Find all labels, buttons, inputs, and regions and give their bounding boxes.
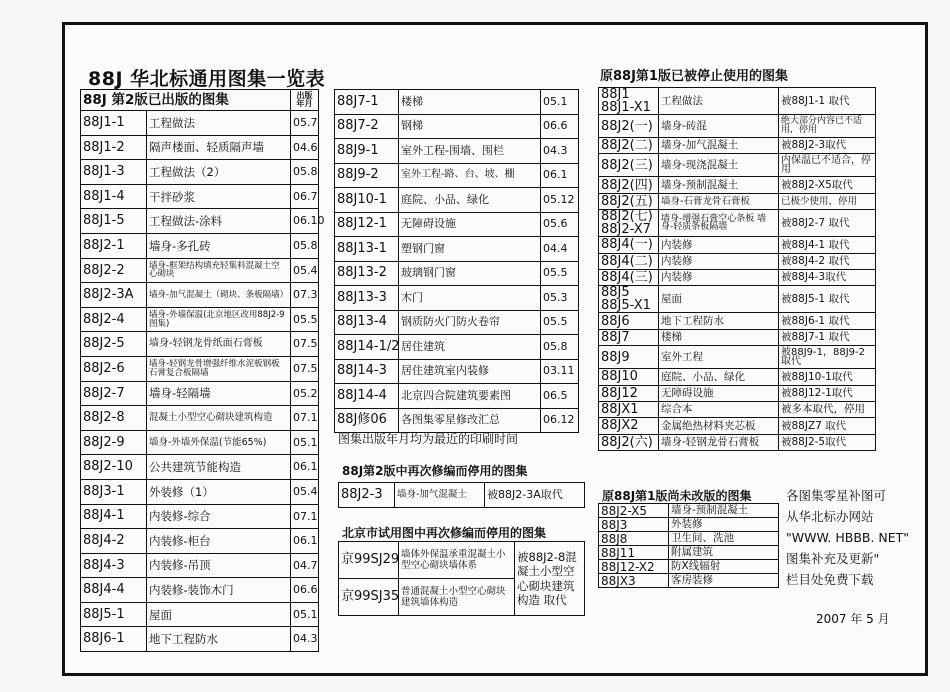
section-heading-v2: 88J 第2版已出版的图集	[81, 90, 291, 111]
publish-date: 04.7	[291, 553, 319, 578]
atlas-name: 钢梯	[399, 114, 541, 139]
page-title: 88J 华北标通用图集一览表	[88, 68, 326, 90]
publish-date: 06.6	[541, 114, 579, 139]
atlas-name: 墙身-现浇混凝土	[659, 154, 779, 177]
atlas-name: 内装修-柜台	[147, 529, 291, 554]
atlas-code: 88J14-4	[335, 384, 399, 409]
table-row	[599, 574, 779, 588]
table-row	[81, 283, 319, 308]
atlas-code: 88J9-2	[335, 163, 399, 188]
atlas-code: 88JX3	[599, 574, 669, 588]
table-row	[599, 313, 876, 329]
atlas-name: 无障碍设施	[659, 385, 779, 401]
table-row	[599, 369, 876, 385]
publish-date: 07.3	[291, 283, 319, 308]
atlas-name: 工程做法	[659, 88, 779, 115]
atlas-code: 88J2-1	[81, 233, 147, 258]
atlas-code: 88J4(一)	[599, 237, 659, 253]
table-row	[81, 602, 319, 627]
publish-date: 05.8	[291, 160, 319, 185]
publish-date: 05.6	[541, 212, 579, 237]
table-row	[599, 346, 876, 369]
table-row	[599, 193, 876, 209]
publish-date: 05.1	[541, 90, 579, 115]
table-row	[335, 310, 579, 335]
table-row	[335, 139, 579, 164]
publish-date: 05.1	[291, 430, 319, 455]
atlas-name: 混凝土小型空心砌块建筑构造	[147, 406, 291, 431]
atlas-code: 88J2(二)	[599, 138, 659, 154]
replacement: 被88JZ7 取代	[779, 418, 876, 434]
atlas-code: 88J1-1	[81, 111, 147, 136]
publish-date: 07.5	[291, 332, 319, 357]
atlas-name: 内装修	[659, 269, 779, 285]
table-row	[339, 483, 585, 508]
atlas-code: 88J1-3	[81, 160, 147, 185]
section-heading-stopped: 原88J第1版已被停止使用的图集	[600, 69, 788, 84]
table-beijing-stopped	[338, 541, 585, 616]
download-note-line: 各图集零星补图可	[786, 488, 887, 503]
atlas-name: 普通混凝土小型空心砌块建筑墙体构造	[399, 579, 515, 616]
atlas-name: 干拌砂浆	[147, 184, 291, 209]
atlas-code: 88J13-3	[335, 286, 399, 311]
publish-date: 04.6	[291, 135, 319, 160]
table-row	[335, 237, 579, 262]
atlas-code: 88J7	[599, 329, 659, 345]
atlas-name: 屋面	[147, 602, 291, 627]
atlas-code: 88J1-5	[81, 209, 147, 234]
atlas-name: 墙身-轻隔墙	[147, 381, 291, 406]
atlas-name: 墙身-轻钢龙骨纸面石膏板	[147, 332, 291, 357]
publish-date: 05.7	[291, 111, 319, 136]
replacement: 内保温已不适合，停用	[779, 154, 876, 177]
table-row	[599, 286, 876, 313]
atlas-code: 88J2-4	[81, 307, 147, 332]
atlas-code: 88J2(四)	[599, 177, 659, 193]
atlas-code: 88J12-X2	[599, 560, 669, 574]
year-month-header: 出版年月	[291, 90, 319, 111]
replacement: 被88J7-1 取代	[779, 329, 876, 345]
atlas-name: 内装修-综合	[147, 504, 291, 529]
table-row	[81, 135, 319, 160]
table-row	[81, 406, 319, 431]
atlas-code: 88J1 88J1-X1	[599, 88, 659, 115]
replacement: 被多本取代，停用	[779, 401, 876, 417]
atlas-code: 88JX2	[599, 418, 659, 434]
table-revised-stopped	[338, 482, 585, 508]
table-row	[599, 434, 876, 450]
atlas-code: 88J5 88J5-X1	[599, 286, 659, 313]
publish-date: 05.3	[541, 286, 579, 311]
table-row	[335, 359, 579, 384]
atlas-name: 居住建筑室内装修	[399, 359, 541, 384]
atlas-name: 内装修	[659, 237, 779, 253]
atlas-name: 墙身-框架结构填充轻集料混凝土空心砌块	[147, 258, 291, 283]
section-heading-beijing: 北京市试用图中再次修编而停用的图集	[342, 526, 547, 540]
atlas-code: 88J9-1	[335, 139, 399, 164]
atlas-code: 88J10-1	[335, 188, 399, 213]
publish-date: 06.7	[291, 184, 319, 209]
table-row	[599, 546, 779, 560]
atlas-name: 内装修-吊顶	[147, 553, 291, 578]
table-row	[599, 385, 876, 401]
publish-date: 07.5	[291, 356, 319, 381]
atlas-code: 88J2-3	[339, 483, 395, 508]
download-note-line: 从华北标办网站	[786, 509, 874, 524]
atlas-code: 88J1-2	[81, 135, 147, 160]
table-row	[335, 335, 579, 360]
table-row	[599, 177, 876, 193]
publish-date: 05.8	[291, 233, 319, 258]
publish-date: 07.1	[291, 504, 319, 529]
download-note-line: 图集补充及更新"	[786, 551, 880, 566]
table-row	[599, 210, 876, 237]
table-row	[339, 542, 585, 579]
atlas-name: 外装修	[669, 518, 779, 532]
publish-date: 06.1	[291, 455, 319, 480]
atlas-name: 墙身-砖混	[659, 115, 779, 138]
atlas-code: 88J4-1	[81, 504, 147, 529]
atlas-name: 墙身-加气混凝土	[395, 483, 485, 508]
table-row	[81, 258, 319, 283]
table-row	[599, 418, 876, 434]
table-row	[81, 553, 319, 578]
atlas-code: 88J2-6	[81, 356, 147, 381]
atlas-code: 88J10	[599, 369, 659, 385]
atlas-name: 屋面	[659, 286, 779, 313]
atlas-code: 88JX1	[599, 401, 659, 417]
table-row	[81, 111, 319, 136]
atlas-name: 墙身-石膏龙骨石膏板	[659, 193, 779, 209]
publish-date: 05.1	[291, 602, 319, 627]
table-row	[335, 212, 579, 237]
atlas-name: 墙身-外墙保温(北京地区改用88J2-9图集)	[147, 307, 291, 332]
atlas-code: 88J2-8	[81, 406, 147, 431]
atlas-name: 墙身-增强石膏空心条板 墙身-轻质条板隔墙	[659, 210, 779, 237]
atlas-code: 88J修06	[335, 408, 399, 433]
table-row	[335, 261, 579, 286]
table-row	[81, 233, 319, 258]
atlas-name: 塑钢门窗	[399, 237, 541, 262]
download-note-line: "WWW. HBBB. NET"	[786, 530, 910, 545]
atlas-code: 88J9	[599, 346, 659, 369]
publish-date: 04.3	[541, 139, 579, 164]
replacement: 被88J1-1 取代	[779, 88, 876, 115]
atlas-code: 88J7-2	[335, 114, 399, 139]
table-row	[81, 184, 319, 209]
publish-date: 05.4	[291, 258, 319, 283]
atlas-name: 墙身-预制混凝土	[659, 177, 779, 193]
table-row	[599, 237, 876, 253]
atlas-name: 综合本	[659, 401, 779, 417]
atlas-code: 88J2(六)	[599, 434, 659, 450]
atlas-name: 北京四合院建筑要素图	[399, 384, 541, 409]
atlas-code: 88J4-4	[81, 578, 147, 603]
publish-date: 06.6	[291, 578, 319, 603]
replacement: 被88J2-5取代	[779, 434, 876, 450]
atlas-name: 地下工程防水	[147, 627, 291, 652]
atlas-name: 庭院、小品、绿化	[659, 369, 779, 385]
atlas-code: 88J4-3	[81, 553, 147, 578]
atlas-name: 墙身-加气混凝土	[659, 138, 779, 154]
table-row	[599, 329, 876, 345]
atlas-code: 京99SJ29	[339, 542, 399, 579]
atlas-name: 木门	[399, 286, 541, 311]
table-row	[335, 90, 579, 115]
table-row	[599, 518, 779, 532]
atlas-name: 庭院、小品、绿化	[399, 188, 541, 213]
atlas-name: 地下工程防水	[659, 313, 779, 329]
table-row	[599, 138, 876, 154]
publish-date: 05.12	[541, 188, 579, 213]
atlas-name: 室外工程-路、台、坡、棚	[399, 163, 541, 188]
table-row	[81, 578, 319, 603]
publish-date: 05.8	[541, 335, 579, 360]
table-row	[81, 356, 319, 381]
atlas-code: 88J2(五)	[599, 193, 659, 209]
replacement: 被88J2-3A取代	[485, 483, 585, 508]
atlas-name: 工程做法（2）	[147, 160, 291, 185]
table-row	[81, 455, 319, 480]
atlas-name: 金属绝热材料夹芯板	[659, 418, 779, 434]
atlas-code: 88J4(二)	[599, 253, 659, 269]
download-note	[786, 485, 909, 590]
atlas-name: 钢质防火门防火卷帘	[399, 310, 541, 335]
replacement: 被88J10-1取代	[779, 369, 876, 385]
table-row	[599, 401, 876, 417]
atlas-name: 室外工程-围墙、围栏	[399, 139, 541, 164]
replacement: 被88J2-7 取代	[779, 210, 876, 237]
replacement: 被88J2-8混凝土小型空心砌块建筑构造 取代	[515, 542, 585, 616]
replacement: 已极少使用，停用	[779, 193, 876, 209]
atlas-name: 墙身-多孔砖	[147, 233, 291, 258]
publish-date: 06.12	[541, 408, 579, 433]
atlas-code: 88J6	[599, 313, 659, 329]
atlas-code: 88J2-10	[81, 455, 147, 480]
table-v1-stopped	[598, 87, 876, 451]
atlas-name: 墙身-轻钢龙骨增强纤维水泥板钢板石膏复合板隔墙	[147, 356, 291, 381]
publish-date: 06.1	[291, 529, 319, 554]
issue-date: 2007 年 5 月	[816, 612, 890, 626]
publish-date: 06.1	[541, 163, 579, 188]
publish-date: 05.2	[291, 381, 319, 406]
atlas-code: 88J11	[599, 546, 669, 560]
atlas-code: 88J2(一)	[599, 115, 659, 138]
atlas-name: 附属建筑	[669, 546, 779, 560]
replacement: 被88J4-3取代	[779, 269, 876, 285]
atlas-name: 外装修（1）	[147, 479, 291, 504]
atlas-name: 墙体外保温承重混凝土小型空心砌块墙体系	[399, 542, 515, 579]
section-heading-revised: 88J第2版中再次修编而停用的图集	[342, 464, 528, 478]
table-row	[335, 286, 579, 311]
table-row	[599, 504, 779, 518]
atlas-name: 卫生间、洗池	[669, 532, 779, 546]
atlas-name: 内装修-装饰木门	[147, 578, 291, 603]
atlas-name: 无障碍设施	[399, 212, 541, 237]
replacement: 被88J9-1，88J9-2 取代	[779, 346, 876, 369]
publish-date: 06.10	[291, 209, 319, 234]
replacement: 被88J6-1 取代	[779, 313, 876, 329]
atlas-name: 墙身-轻钢龙骨石膏板	[659, 434, 779, 450]
publish-date: 04.3	[291, 627, 319, 652]
publish-date: 05.4	[291, 479, 319, 504]
publish-date: 03.11	[541, 359, 579, 384]
publish-date: 04.4	[541, 237, 579, 262]
atlas-code: 88J2-2	[81, 258, 147, 283]
table-row	[81, 381, 319, 406]
atlas-code: 88J8	[599, 532, 669, 546]
download-note-line: 栏目处免费下载	[786, 572, 874, 587]
atlas-code: 88J2(三)	[599, 154, 659, 177]
table-row	[335, 408, 579, 433]
replacement: 被88J12-1取代	[779, 385, 876, 401]
table-row	[335, 384, 579, 409]
table-row	[81, 479, 319, 504]
table-row	[81, 504, 319, 529]
atlas-name: 墙身-加气混凝土（砌块、条板隔墙）	[147, 283, 291, 308]
atlas-code: 88J2-7	[81, 381, 147, 406]
dates-note: 图集出版年月均为最近的印刷时间	[338, 432, 519, 446]
publish-date: 05.5	[541, 310, 579, 335]
atlas-code: 88J14-3	[335, 359, 399, 384]
table-row	[81, 307, 319, 332]
section-heading-unrevised: 原88J第1版尚未改版的图集	[602, 489, 752, 503]
atlas-name: 墙身-预制混凝土	[669, 504, 779, 518]
atlas-name: 公共建筑节能构造	[147, 455, 291, 480]
replacement: 被88J4-1 取代	[779, 237, 876, 253]
table-row	[599, 269, 876, 285]
table-row	[599, 560, 779, 574]
atlas-code: 京99SJ35	[339, 579, 399, 616]
atlas-code: 88J7-1	[335, 90, 399, 115]
publish-date: 05.5	[541, 261, 579, 286]
replacement: 绝大部分内容已不适用，停用	[779, 115, 876, 138]
atlas-name: 防X线辐射	[669, 560, 779, 574]
atlas-name: 工程做法-涂料	[147, 209, 291, 234]
atlas-name: 内装修	[659, 253, 779, 269]
atlas-code: 88J2-X5	[599, 504, 669, 518]
table-row	[599, 154, 876, 177]
atlas-code: 88J4-2	[81, 529, 147, 554]
atlas-name: 各图集零星修改汇总	[399, 408, 541, 433]
replacement: 被88J4-2 取代	[779, 253, 876, 269]
table-v2-published-left	[80, 89, 325, 652]
atlas-name: 居住建筑	[399, 335, 541, 360]
replacement: 被88J2-3取代	[779, 138, 876, 154]
atlas-code: 88J14-1/2	[335, 335, 399, 360]
atlas-name: 楼梯	[399, 90, 541, 115]
atlas-code: 88J3	[599, 518, 669, 532]
table-row	[599, 532, 779, 546]
table-row	[81, 627, 319, 652]
atlas-code: 88J12-1	[335, 212, 399, 237]
atlas-name: 玻璃钢门窗	[399, 261, 541, 286]
atlas-code: 88J13-4	[335, 310, 399, 335]
publish-date: 06.5	[541, 384, 579, 409]
table-row	[81, 529, 319, 554]
table-row	[81, 430, 319, 455]
atlas-name: 工程做法	[147, 111, 291, 136]
table-row	[599, 115, 876, 138]
atlas-code: 88J1-4	[81, 184, 147, 209]
atlas-code: 88J2(七) 88J2-X7	[599, 210, 659, 237]
atlas-code: 88J2-9	[81, 430, 147, 455]
table-row	[335, 114, 579, 139]
atlas-code: 88J4(三)	[599, 269, 659, 285]
atlas-name: 楼梯	[659, 329, 779, 345]
publish-date: 07.1	[291, 406, 319, 431]
atlas-code: 88J6-1	[81, 627, 147, 652]
replacement: 被88J2-X5取代	[779, 177, 876, 193]
atlas-code: 88J3-1	[81, 479, 147, 504]
publish-date: 05.5	[291, 307, 319, 332]
table-v2-published-middle	[334, 89, 579, 433]
atlas-code: 88J2-3A	[81, 283, 147, 308]
table-row	[81, 209, 319, 234]
table-row	[81, 160, 319, 185]
atlas-name: 隔声楼面、轻质隔声墙	[147, 135, 291, 160]
table-row	[599, 253, 876, 269]
table-row	[335, 163, 579, 188]
table-row	[81, 332, 319, 357]
table-row	[599, 88, 876, 115]
atlas-code: 88J5-1	[81, 602, 147, 627]
atlas-name: 墙身-外墙外保温(节能65%)	[147, 430, 291, 455]
atlas-name: 室外工程	[659, 346, 779, 369]
replacement: 被88J5-1 取代	[779, 286, 876, 313]
atlas-code: 88J13-2	[335, 261, 399, 286]
atlas-code: 88J13-1	[335, 237, 399, 262]
atlas-name: 客房装修	[669, 574, 779, 588]
table-row	[335, 188, 579, 213]
atlas-code: 88J2-5	[81, 332, 147, 357]
table-v1-unrevised	[598, 503, 779, 588]
atlas-code: 88J12	[599, 385, 659, 401]
